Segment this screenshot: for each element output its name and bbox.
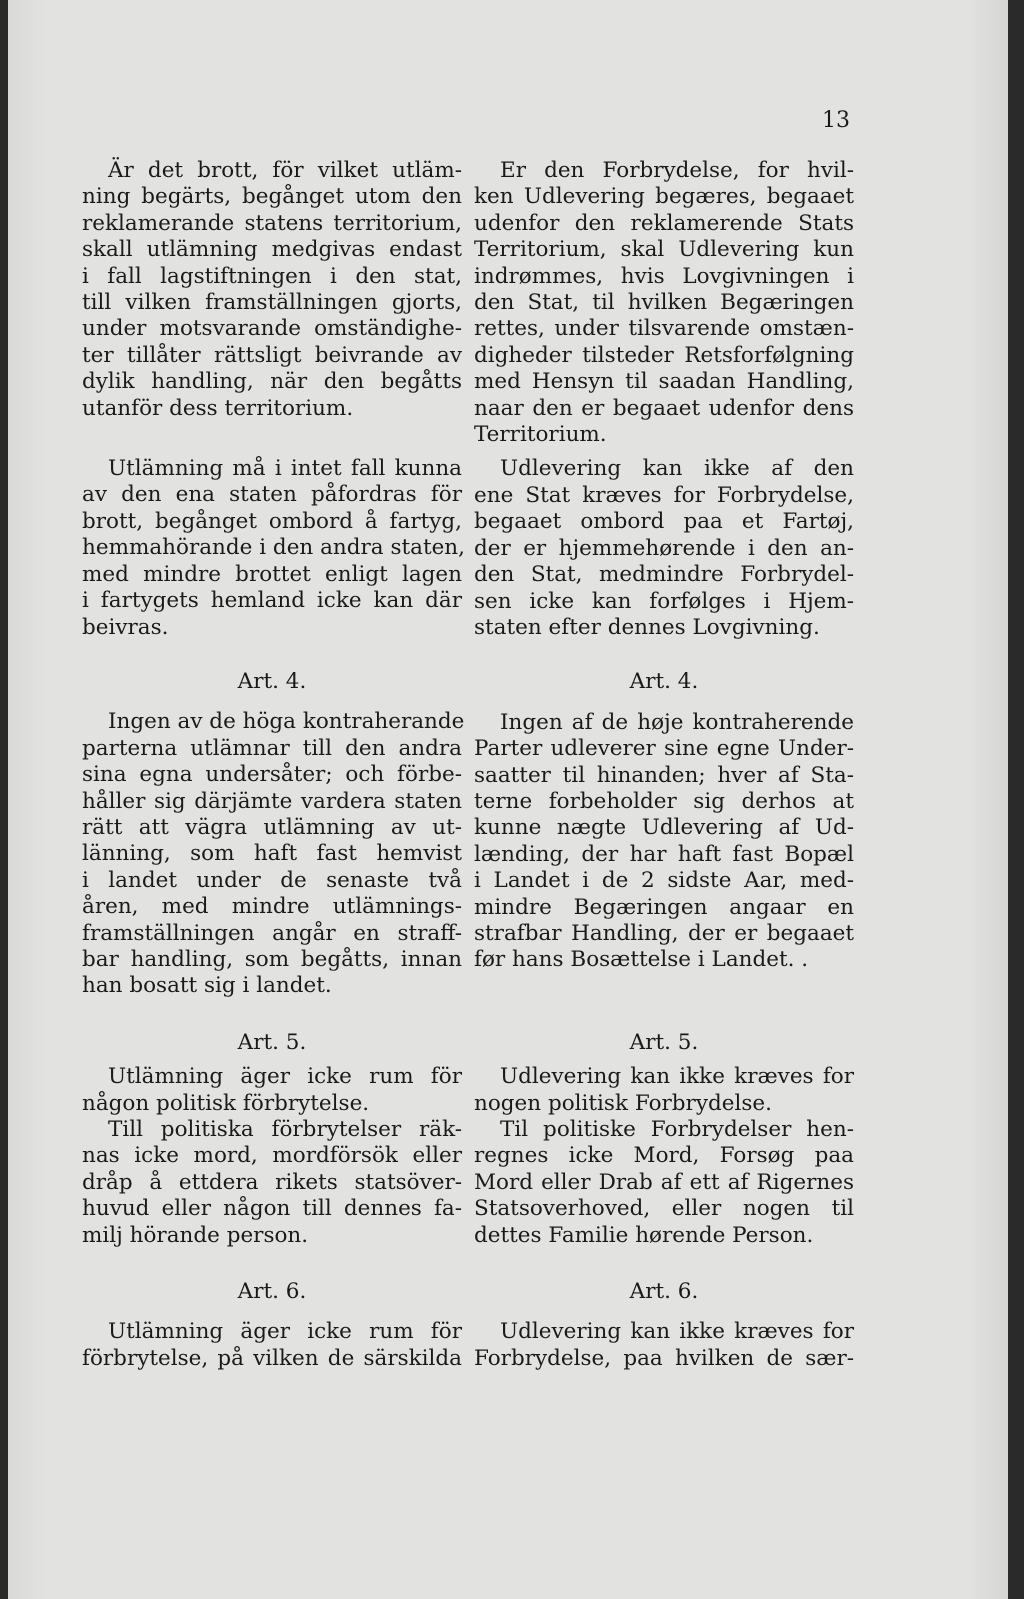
text-line: någon politisk förbrytelse. (82, 1090, 370, 1116)
paragraph-sv-4 (82, 1064, 462, 1117)
text-line: huvud eller någon till dennes fa- (82, 1196, 462, 1222)
text-line: med Hensyn til saadan Handling, (474, 369, 854, 395)
text-line: Udlevering kan ikke kræves for (500, 1319, 854, 1345)
text-line: Utlämning äger icke rum för (108, 1064, 462, 1090)
article-heading: Art. 5. (629, 1029, 699, 1055)
text-line: åren, med mindre utlämnings- (82, 894, 462, 920)
paragraph-sv-3 (82, 709, 465, 999)
page-number: 13 (822, 108, 850, 133)
text-line: Statsoverhoved, eller nogen til (474, 1196, 854, 1222)
text-line: i fall lagstiftningen i den stat, (82, 263, 462, 289)
text-line: indrømmes, hvis Lovgivningen i (474, 263, 854, 289)
text-line: framställningen angår en straff- (82, 920, 462, 946)
text-line: ter tillåter rättsligt beivrande av (82, 342, 462, 368)
text-line: Er den Forbrydelse, for hvil- (500, 158, 854, 183)
text-line: i landet under de senaste två (82, 867, 462, 893)
swedish-column (82, 158, 465, 1372)
text-line: förbrytelse, på vilken de särskilda (82, 1345, 462, 1371)
text-line: terne forbeholder sig derhos at (474, 788, 854, 814)
text-line: ene Stat kræves for Forbrydelse, (474, 482, 854, 508)
danish-column (474, 158, 854, 1372)
text-line: nogen politisk Forbrydelse. (474, 1090, 772, 1116)
paragraph-da-5 (474, 1117, 854, 1249)
text-line: skall utlämning medgivas endast (82, 237, 462, 263)
text-line: dettes Familie hørende Person. (474, 1222, 814, 1248)
text-line: Ingen af de høje kontraherende (500, 709, 854, 735)
text-line: digheder tilsteder Retsforfølgning (474, 342, 854, 368)
text-line: mindre Begæringen angaar en (474, 894, 854, 920)
text-line: Territorium. (474, 422, 607, 448)
text-line: lænding, der har haft fast Bopæl (474, 841, 854, 867)
text-line: i Landet i de 2 sidste Aar, med- (474, 868, 854, 894)
text-line: den Stat, til hvilken Begæringen (474, 290, 854, 316)
text-line: milj hörande person. (82, 1222, 309, 1248)
text-line: naar den er begaaet udenfor dens (474, 395, 854, 421)
text-line: saatter til hinanden; hver af Sta- (474, 762, 854, 788)
text-line: Mord eller Drab af ett af Rigernes (474, 1169, 854, 1195)
text-line: Utlämning äger icke rum för (108, 1319, 462, 1345)
article-heading: Art. 5. (237, 1029, 307, 1055)
paragraph-da-3 (474, 710, 854, 974)
article-heading: Art. 6. (629, 1279, 699, 1305)
text-line: Til politiske Forbrydelser hen- (500, 1117, 854, 1142)
paragraph-sv-5 (82, 1117, 462, 1249)
text-line: der er hjemmehørende i den an- (474, 535, 854, 561)
paragraph-da-6 (474, 1319, 854, 1372)
text-line: brott, begånget ombord å fartyg, (82, 508, 462, 534)
text-line: av den ena staten påfordras för (82, 482, 462, 508)
text-line: länning, som haft fast hemvist (82, 841, 462, 867)
text-line: med mindre brottet enligt lagen (82, 561, 462, 587)
text-line: regnes icke Mord, Forsøg paa (474, 1143, 854, 1169)
text-line: rätt att vägra utlämning av ut- (82, 814, 462, 840)
article-heading: Art. 4. (629, 669, 699, 695)
text-line: hemmahörande i den andra staten, (82, 535, 465, 561)
text-line: strafbar Handling, der er begaaet (474, 920, 854, 946)
text-line: Udlevering kan ikke kræves for (500, 1064, 854, 1090)
paragraph-sv-6 (82, 1319, 462, 1372)
text-line: bar handling, som begåtts, innan (82, 946, 462, 972)
text-line: han bosatt sig i landet. (82, 973, 332, 999)
text-line: staten efter dennes Lovgivning. (474, 614, 820, 640)
text-line: parterna utlämnar till den andra (82, 735, 462, 761)
text-line: udenfor den reklamerende Stats (474, 210, 854, 236)
text-line: dråp å ettdera rikets statsöver- (82, 1169, 462, 1195)
text-line: ning begärts, begånget utom den (82, 184, 462, 210)
text-line: Till politiska förbrytelser räk- (108, 1117, 462, 1142)
text-line: beivras. (82, 614, 169, 640)
article-heading: Art. 6. (237, 1279, 307, 1305)
text-line: kunne nægte Udlevering af Ud- (474, 815, 854, 841)
text-line: ken Udlevering begæres, begaaet (474, 184, 854, 210)
text-line: Ingen av de höga kontraherande (108, 709, 465, 735)
text-line: i fartygets hemland icke kan där (82, 588, 462, 614)
text-line: sina egna undersåter; och förbe- (82, 762, 462, 788)
text-line: dylik handling, när den begåtts (82, 369, 462, 395)
text-line: Udlevering kan ikke af den (500, 456, 854, 482)
text-line: reklamerande statens territorium, (82, 210, 462, 236)
text-line: Forbrydelse, paa hvilken de sær- (474, 1345, 854, 1371)
text-line: Territorium, skal Udlevering kun (474, 237, 854, 263)
text-line: rettes, under tilsvarende omstæn- (474, 316, 854, 342)
text-line: sen icke kan forfølges i Hjem- (474, 588, 854, 614)
text-line: før hans Bosættelse i Landet. . (474, 947, 809, 973)
paragraph-sv-1 (82, 158, 462, 422)
text-line: Är det brott, för vilket utläm- (108, 158, 462, 183)
article-heading: Art. 4. (237, 668, 307, 694)
text-line: utanför dess territorium. (82, 395, 354, 421)
paragraph-sv-2 (82, 456, 465, 641)
paragraph-da-1 (474, 158, 854, 448)
text-line: den Stat, medmindre Forbrydel- (474, 562, 854, 588)
text-line: under motsvarande omständighe- (82, 316, 462, 342)
paragraph-da-4 (474, 1064, 854, 1117)
text-line: begaaet ombord paa et Fartøj, (474, 509, 854, 535)
text-line: håller sig därjämte vardera staten (82, 788, 462, 814)
paragraph-da-2 (474, 456, 854, 641)
text-line: Utlämning må i intet fall kunna (108, 456, 462, 482)
document-page (8, 0, 1008, 1599)
text-line: till vilken framställningen gjorts, (82, 290, 462, 316)
text-line: Parter udleverer sine egne Under- (474, 736, 854, 762)
text-line: nas icke mord, mordförsök eller (82, 1143, 462, 1169)
